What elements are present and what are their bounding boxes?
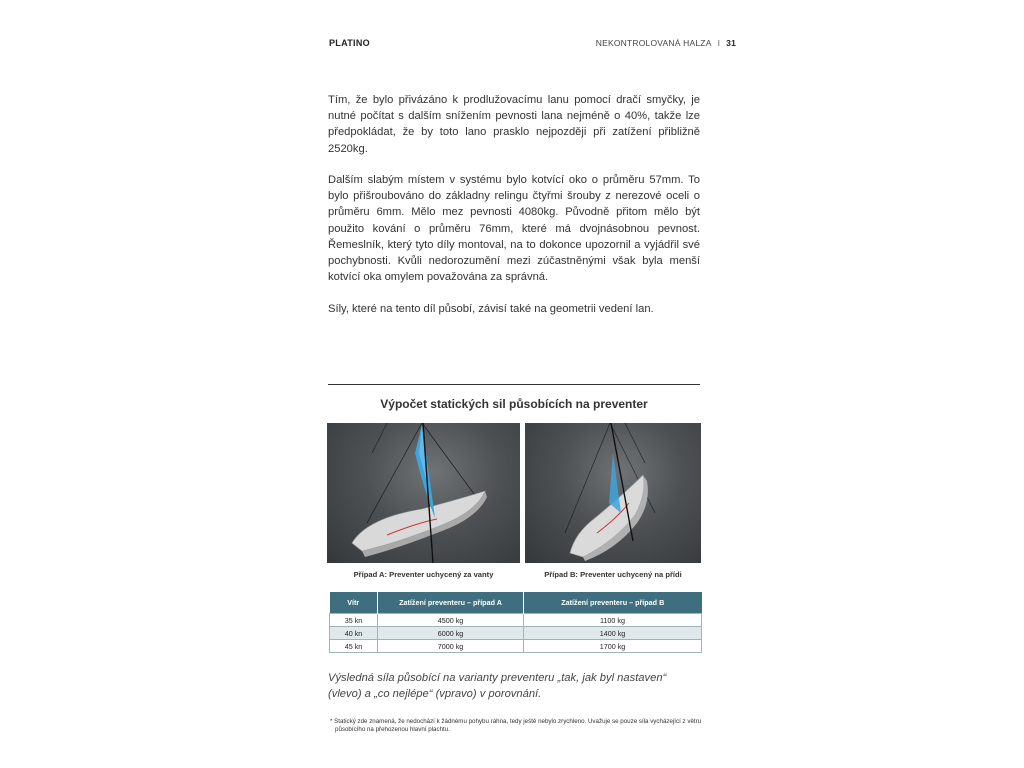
caption-case-b: Případ B: Preventer uchycený na přídi [544,570,682,579]
running-header [596,38,736,48]
section-divider [328,384,700,385]
render-case-b [525,423,701,563]
figure-conclusion: Výsledná síla působící na varianty preventeru „tak, jak byl nastaven“ (vlevo) a „co nejlépe“ (vpravo) v porovnání. [328,672,667,700]
footnote: * Statický zde znamená, že nedochází k žádnému pohybu ráhna, tedy ještě nebylo zrychleno. Uvažuje se pouze síla vycházející z větru působícího na přehozenou hlavní plachtu. [330,718,702,734]
chapter-title: NEKONTROLOVANÁ HALZA [595,38,712,48]
header-load-case-b: Zatížení preventeru – případ B [524,592,702,614]
preventer-load-table [329,592,702,653]
figure-title: Výpočet statických sil působících na preventer [380,397,648,411]
cell-wind: 40 kn [330,627,378,640]
header-separator: I [717,38,721,48]
cell-load-a: 4500 kg [378,614,524,627]
cell-wind: 35 kn [330,614,378,627]
cell-load-a: 6000 kg [378,627,524,640]
book-title: PLATINO [329,38,370,48]
paragraph-2: Dalším slabým místem v systému bylo kotvící oko o průměru 57mm. To bylo přišroubováno do základny relingu čtyřmi šrouby z nerezové oceli o průměru 6mm. Mělo mez pevnosti 4080kg. Původně přitom mělo být použito kování o průměru 76mm, které má dvojnásobnou pevnost. Řemeslník, který tyto díly montoval, na to dokonce upozornil a vyjádřil své pochybnosti. Kvůli nedorozumění mezi zúčastněnými však byla menší kotvící oka omylem považována za správná. [328,174,700,284]
caption-case-a: Případ A: Preventer uchycený za vanty [353,570,494,579]
cell-wind: 45 kn [330,640,378,653]
paragraph-1: Tím, že bylo přivázáno k prodlužovacímu lanu pomocí dračí smyčky, je nutné počítat s dalším snížením pevnosti lana nejméně o 40%, takže lze předpokládat, že by toto lano prasklo nejpozději při zatížení přibližně 2520kg. [328,94,700,155]
header-load-case-a: Zatížení preventeru – případ A [378,592,524,614]
cell-load-b: 1400 kg [524,627,702,640]
paragraph-3: Síly, které na tento díl působí, závisí také na geometrii vedení lan. [328,303,654,315]
table-row [330,614,702,627]
page-number: 31 [726,38,736,48]
cell-load-a: 7000 kg [378,640,524,653]
table-header-row [330,592,702,614]
cell-load-b: 1700 kg [524,640,702,653]
cell-load-b: 1100 kg [524,614,702,627]
table-row [330,627,702,640]
header-wind: Vítr [330,592,378,614]
table-row [330,640,702,653]
render-case-a [327,423,520,563]
